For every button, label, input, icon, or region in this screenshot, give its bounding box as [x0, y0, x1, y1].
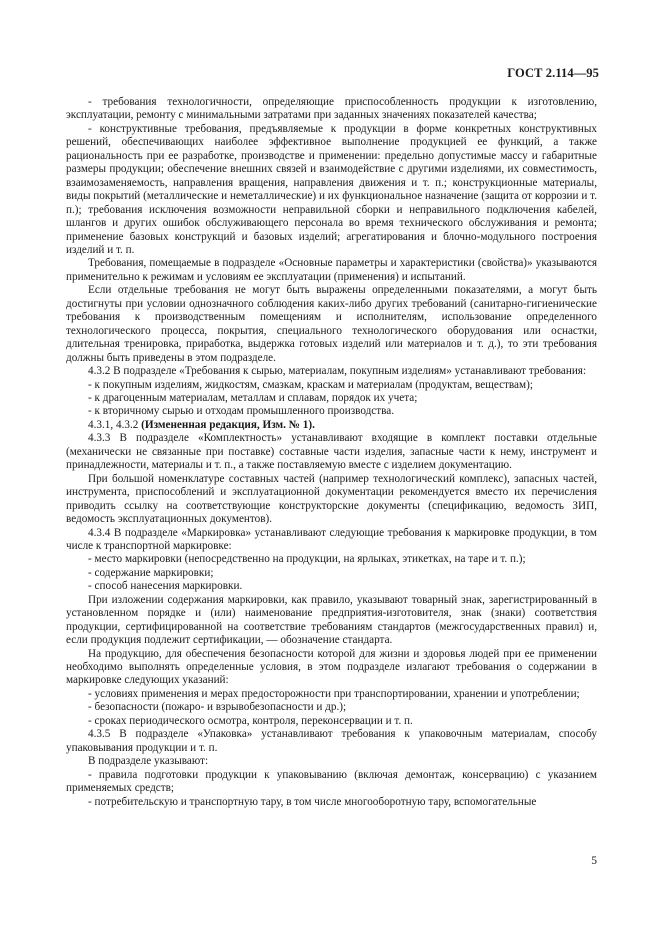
paragraph: В подразделе указывают:	[88, 755, 209, 768]
paragraph: Требования, помещаемые в подразделе «Основные параметры и характеристики (свойства)» указываются применительно к режимам и условиям ее эксплуатации (применения) и испытаний.	[66, 257, 597, 283]
paragraph: - правила подготовки продукции к упаковыванию (включая демонтаж, консервацию) с указанием применяемых средств;	[66, 768, 597, 795]
document-body	[66, 96, 597, 809]
paragraph: - способ нанесения маркировки.	[88, 580, 243, 593]
paragraph: 4.3.3 В подразделе «Комплектность» устанавливают входящие в комплект поставки отдельные (механически не связанные при поставке) составные части изделия, запасные части к нему, инструмент и принадлежности, материалы и т. п., а также поставляемую вместе с изделием документацию.	[66, 432, 597, 472]
paragraph: - место маркировки (непосредственно на продукции, на ярлыках, этикетках, на таре и т. п.);	[88, 553, 526, 566]
paragraph: - к покупным изделиям, жидкостям, смазкам, краскам и материалам (продуктам, веществам);	[88, 378, 533, 391]
paragraph: - требования технологичности, определяющие приспособленность продукции к изготовлению, эксплуатации, ремонту с минимальными затратами при заданных значениях показателей качества;	[66, 96, 597, 122]
paragraph: 4.3.2 В подразделе «Требования к сырью, материалам, покупным изделиям» устанавливают требования:	[88, 365, 587, 378]
paragraph: - конструктивные требования, предъявляемые к продукции в форме конкретных конструктивных решений, обеспечивающих наиболее эффективное выполнение продукцией ее функций, а также рациональность при ее разработке, производстве и применении: предельно допустимые массу и габаритные размеры продукции; обеспечение внешних связей и взаимодействие с другими изделиями, их совместимость, взаимозаменяемость, направления вращения, направления движения и т. п.; конструкционные материалы, виды покрытий (металлические и неметаллические) и их функциональное назначение (защита от коррозии и т. п.); требования исключения возможности неправильной сборки и неправильного подключения кабелей, шлангов и других ошибок обслуживающего персонала во время технического обслуживания и ремонта; применение базовых конструкций и базовых изделий; агрегатирования и блочно-модульного построения изделий и т. п.	[66, 122, 597, 256]
paragraph: - к вторичному сырью и отходам промышленного производства.	[88, 405, 395, 418]
paragraph: - безопасности (пожаро- и взрывобезопасности и др.);	[88, 701, 347, 714]
paragraph: - условиях применения и мерах предосторожности при транспортировании, хранении и употреблении;	[88, 687, 580, 700]
paragraph: При изложении содержания маркировки, как правило, указывают товарный знак, зарегистрированный в установленном порядке и (или) наименование предприятия-изготовителя, знак (знаки) соответствия продукции, сертифицированной на соответствие требованиям стандартов (межгосударственных правил) и, если продукция подлежит сертификации, — обозначение стандарта.	[66, 593, 597, 647]
paragraph: 4.3.4 В подразделе «Маркировка» устанавливают следующие требования к маркировке продукции, в том числе к транспортной маркировке:	[66, 526, 597, 552]
paragraph: 4.3.5 В подразделе «Упаковка» устанавливают требования к упаковочным материалам, способу упаковывания продукции и т. п.	[66, 728, 597, 754]
paragraph: Если отдельные требования не могут быть выражены определенными показателями, а могут быть достигнуты при условии однозначного соблюдения каких-либо других требований (санитарно-гигиенические требования к производственным помещениям и исполнителям, использование определенного технологического процесса, покрытия, специального технологического оборудования или оснастки, длительная тренировка, приработка, выдержка готовых изделий или материалов и т. д.), то эти требования должны быть приведены в этом подразделе.	[66, 284, 597, 364]
paragraph: На продукцию, для обеспечения безопасности которой для жизни и здоровья людей при ее применении необходимо выполнять определенные условия, в этом подразделе излагают требования о содержании в маркировке следующих указаний:	[66, 647, 597, 687]
amendment-note	[66, 419, 597, 432]
paragraph: - потребительскую и транспортную тару, в том числе многооборотную тару, вспомогательные	[88, 795, 537, 808]
standard-designation: ГОСТ 2.114—95	[507, 66, 599, 80]
amendment-prefix: 4.3.1, 4.3.2	[88, 418, 142, 431]
paragraph: - к драгоценным материалам, металлам и сплавам, порядок их учета;	[88, 391, 418, 404]
paragraph: - сроках периодического осмотра, контроля, переконсервации и т. п.	[88, 714, 413, 727]
page-number: 5	[591, 855, 597, 867]
paragraph: - содержание маркировки;	[88, 566, 214, 579]
amendment-bold: (Измененная редакция, Изм. № 1).	[141, 418, 315, 431]
paragraph: При большой номенклатуре составных частей (например технологический комплекс), запасных частей, инструмента, приспособлений и эксплуатационной документации рекомендуется вместо их перечисления приводить ссылку на соответствующие конструкторские документы (спецификацию, ведомость ЗИП, ведомость эксплуатационных документов).	[66, 472, 597, 526]
